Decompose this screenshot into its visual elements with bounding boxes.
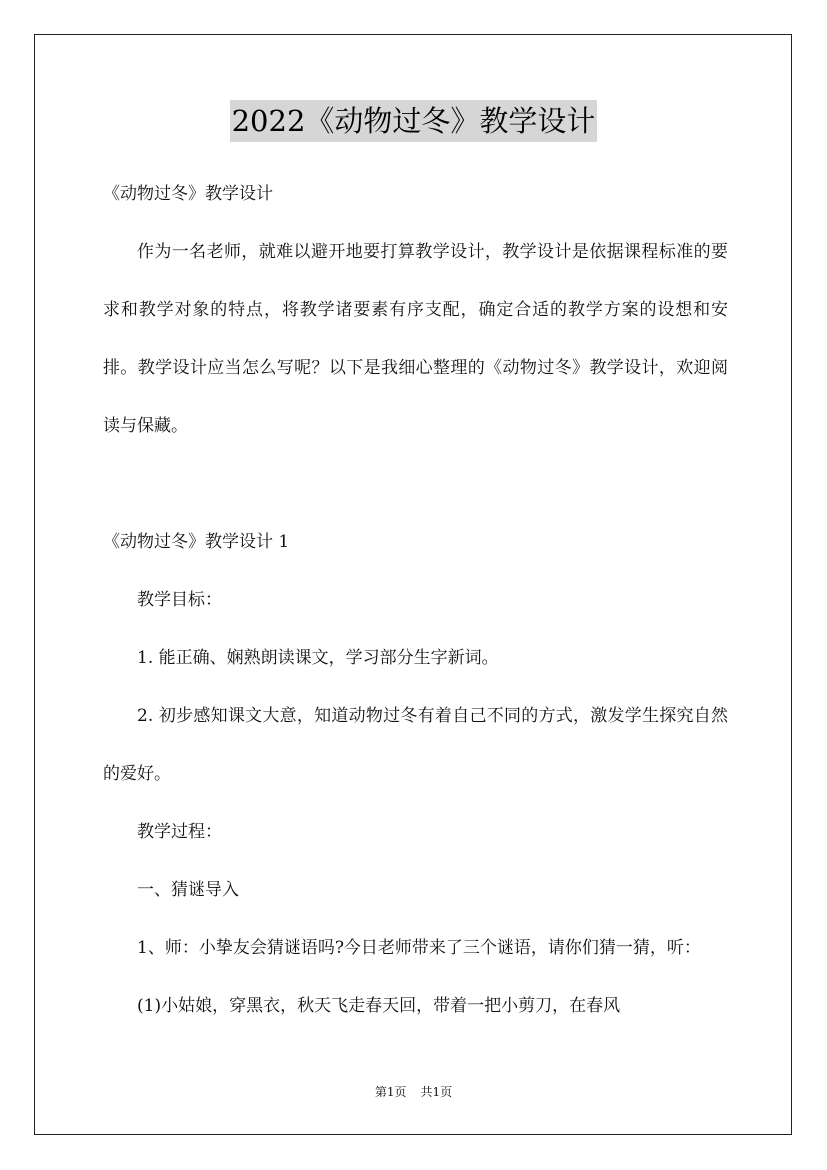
document-body: [103, 165, 728, 1035]
goal-item-2: 2. 初步感知课文大意，知道动物过冬有着自己不同的方式，激发学生探究自然的爱好。: [103, 706, 728, 784]
goals-heading: 教学目标：: [137, 590, 222, 610]
blank-line: [103, 455, 728, 513]
page-number: 第1页: [374, 1085, 407, 1099]
intro-paragraph: 作为一名老师，就难以避开地要打算教学设计，教学设计是依据课程标准的要求和教学对象的特点，将教学诸要素有序支配，确定合适的教学方案的设想和安排。教学设计应当怎么写呢？以下是我细心整理的《动物过冬》教学设计，欢迎阅读与保藏。: [103, 242, 728, 436]
page-total: 共1页: [420, 1085, 453, 1099]
subtitle: 《动物过冬》教学设计: [103, 184, 273, 204]
riddle-paragraph-1: (1)小姑娘，穿黑衣，秋天飞走春天回，带着一把小剪刀，在春风: [137, 996, 621, 1016]
title-container: [0, 100, 827, 142]
step-heading: 一、猜谜导入: [137, 880, 239, 900]
process-heading: 教学过程：: [137, 822, 222, 842]
goal-item-1: 1. 能正确、娴熟朗读课文，学习部分生字新词。: [137, 648, 499, 668]
step-paragraph-1: 1、师：小挚友会猜谜语吗?今日老师带来了三个谜语，请你们猜一猜，听：: [137, 938, 701, 958]
document-title: 2022《动物过冬》教学设计: [230, 100, 598, 142]
section-title: 《动物过冬》教学设计 1: [103, 532, 290, 552]
page-footer: [0, 1083, 827, 1101]
